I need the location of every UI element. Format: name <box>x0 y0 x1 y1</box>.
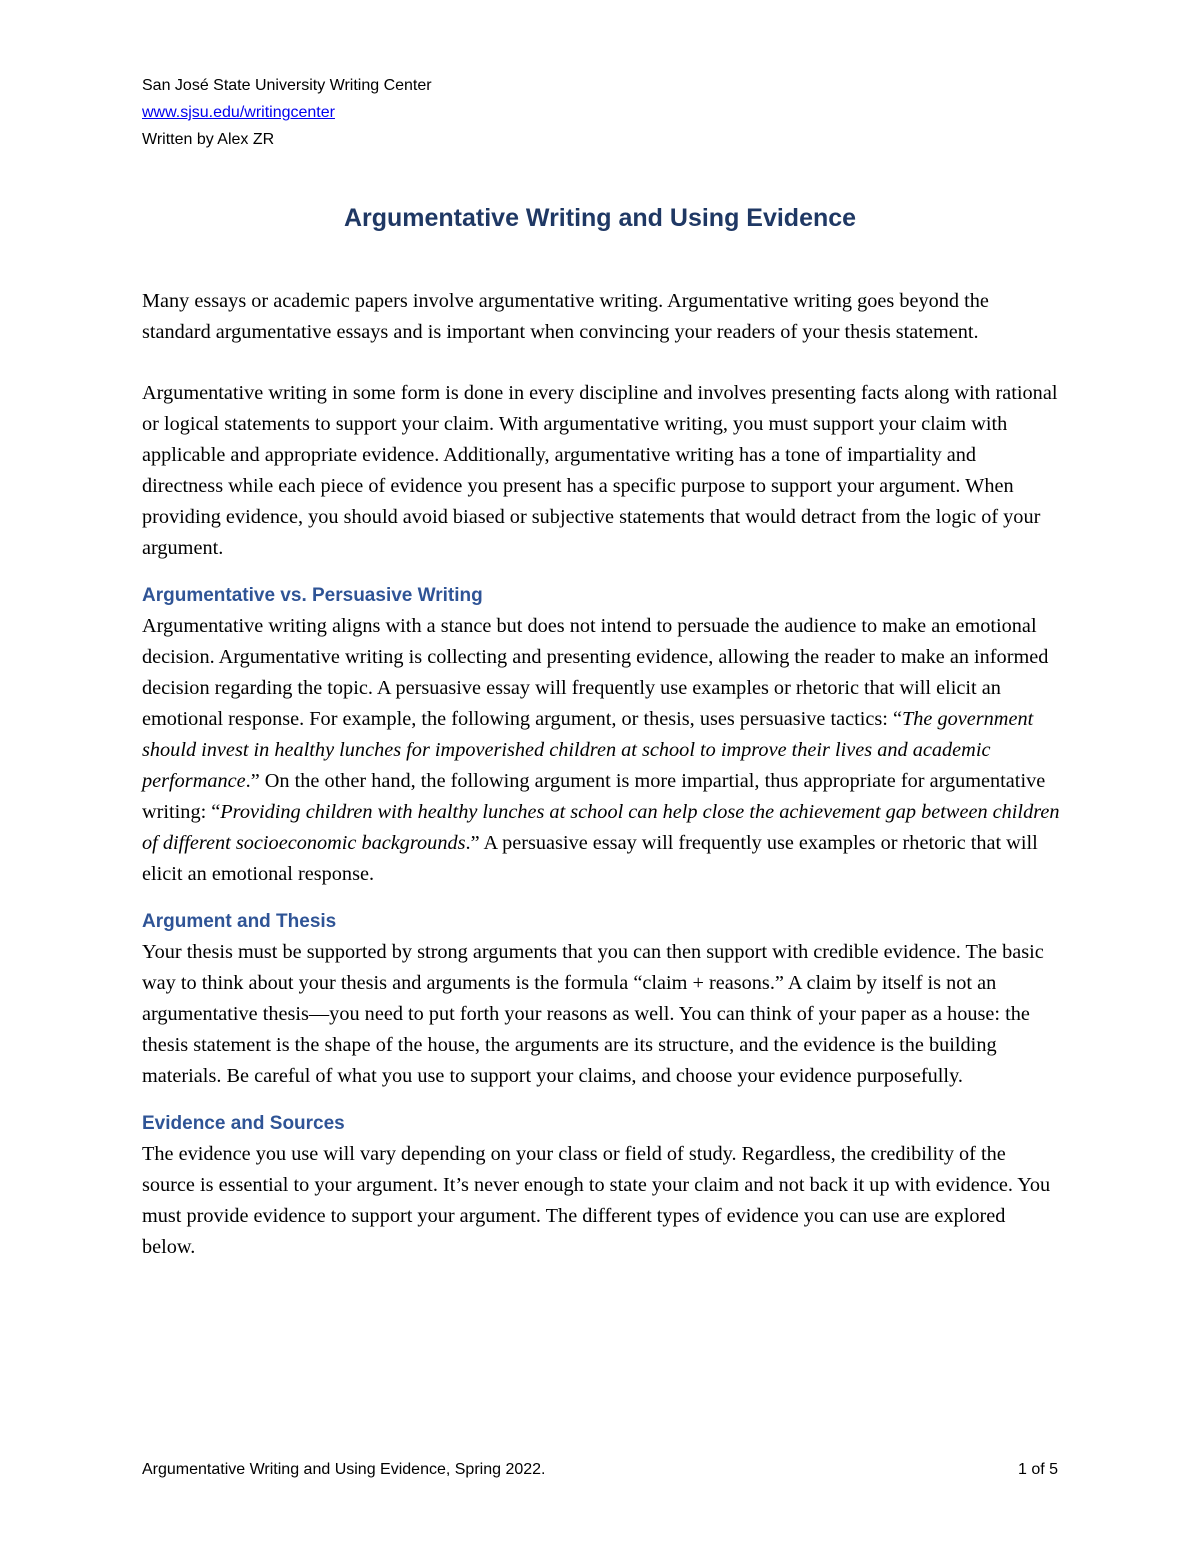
persuasive-example-quote: The government should invest in healthy lunches for impoverished children at school to improve their lives and academic performance <box>142 708 1034 792</box>
section-paragraph-argumentative-vs-persuasive <box>142 611 1062 890</box>
section1-text-3: .” A persuasive essay will frequently use examples or rhetoric that will elicit an emotional response. <box>142 832 1038 885</box>
section-heading-argument-and-thesis: Argument and Thesis <box>142 911 337 932</box>
section-heading-evidence-and-sources: Evidence and Sources <box>142 1113 345 1134</box>
page-header <box>142 72 432 153</box>
header-url-link[interactable]: www.sjsu.edu/writingcenter <box>142 104 335 121</box>
page-footer <box>142 1458 1058 1482</box>
section1-text-1: Argumentative writing aligns with a stance but does not intend to persuade the audience to make an emotional decision. Argumentative writing is collecting and presenting evidence, allowing the reader to make an informed decision regarding the topic. A persuasive essay will frequently use examples or rhetoric that will elicit an emotional response. For example, the following argument, or thesis, uses persuasive tactics: “ <box>142 615 1049 730</box>
intro-paragraph-1: Many essays or academic papers involve argumentative writing. Argumentative writing goes beyond the standard argumentative essays and is important when convincing your readers of your thesis statement. <box>142 290 989 343</box>
header-author: Written by Alex ZR <box>142 131 275 148</box>
intro-paragraph-2: Argumentative writing in some form is done in every discipline and involves presenting facts along with rational or logical statements to support your claim. With argumentative writing, you must support your claim with applicable and appropriate evidence. Additionally, argumentative writing has a tone of impartiality and directness while each piece of evidence you present has a specific purpose to support your argument. When providing evidence, you should avoid biased or subjective statements that would detract from the logic of your argument. <box>142 382 1058 559</box>
argumentative-example-quote: Providing children with healthy lunches at school can help close the achievement gap between children of different socioeconomic backgrounds <box>142 801 1060 854</box>
document-body <box>142 286 1062 1263</box>
section-heading-argumentative-vs-persuasive: Argumentative vs. Persuasive Writing <box>142 585 483 606</box>
section-paragraph-evidence-and-sources: The evidence you use will vary depending on your class or field of study. Regardless, the credibility of the source is essential to your argument. It’s never enough to state your claim and not back it up with evidence. You must provide evidence to support your argument. The different types of evidence you can use are explored below. <box>142 1143 1051 1258</box>
section-paragraph-argument-and-thesis: Your thesis must be supported by strong arguments that you can then support with credible evidence. The basic way to think about your thesis and arguments is the formula “claim + reasons.” A claim by itself is not an argumentative thesis—you need to put forth your reasons as well. You can think of your paper as a house: the thesis statement is the shape of the house, the arguments are its structure, and the evidence is the building materials. Be careful of what you use to support your claims, and choose your evidence purposefully. <box>142 941 1044 1087</box>
section1-text-2: .” On the other hand, the following argument is more impartial, thus appropriate for argumentative writing: “ <box>142 770 1046 823</box>
document-title: Argumentative Writing and Using Evidence <box>343 204 857 232</box>
footer-title: Argumentative Writing and Using Evidence, Spring 2022. <box>142 1461 546 1478</box>
header-org: San José State University Writing Center <box>142 77 432 94</box>
page-number: 1 of 5 <box>1017 1461 1058 1478</box>
